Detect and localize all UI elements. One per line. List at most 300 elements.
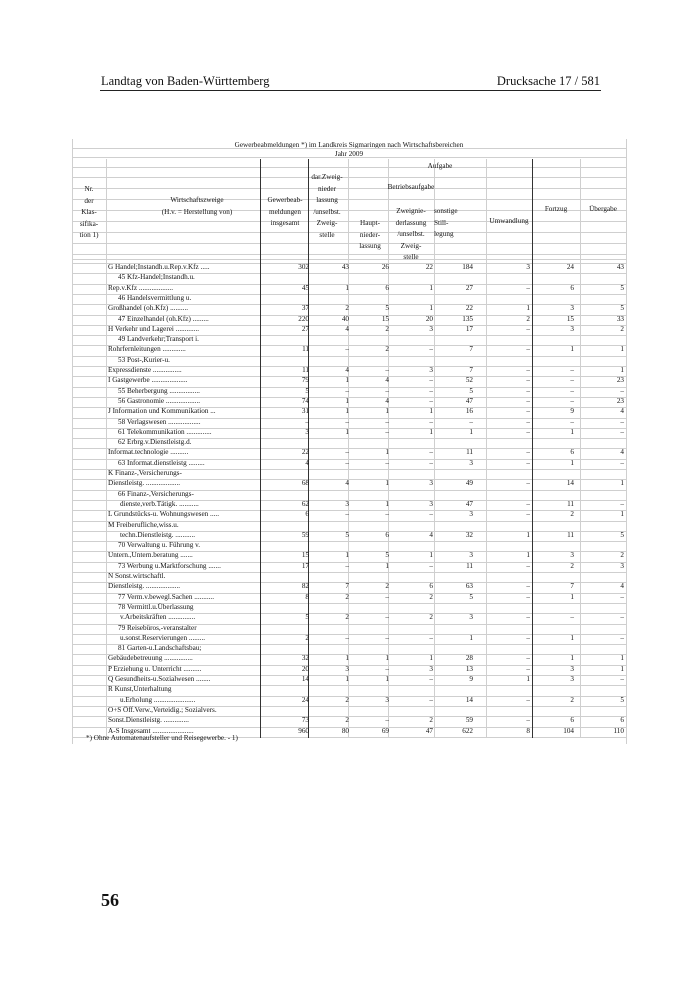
row-value: 5 bbox=[305, 613, 309, 622]
row-value: 184 bbox=[462, 263, 473, 271]
row-value: 2 bbox=[345, 716, 349, 725]
document-header-right: Drucksache 17 / 581 bbox=[496, 74, 600, 88]
row-label: techn.Dienstleistg. ........... bbox=[120, 530, 196, 539]
row-value: 2 bbox=[345, 304, 349, 313]
row-label: Dienstleistg. ................... bbox=[108, 582, 181, 591]
row-value: 1 bbox=[526, 675, 530, 683]
row-value: 4 bbox=[345, 366, 349, 374]
row-label: 66 Finanz-,Versicherungs- bbox=[118, 489, 194, 498]
table-row bbox=[72, 305, 626, 315]
row-label: 81 Garten-u.Landschaftsbau; bbox=[118, 644, 202, 653]
row-value: 1 bbox=[345, 654, 349, 663]
row-value: 68 bbox=[301, 479, 309, 488]
row-label: 49 Landverkehr;Transport i. bbox=[118, 335, 199, 344]
row-value: 43 bbox=[341, 263, 349, 271]
row-value: – bbox=[620, 417, 624, 426]
row-value: 960 bbox=[298, 726, 309, 735]
row-label: dienste,verb.Tätigk. ........... bbox=[120, 499, 199, 508]
row-value: 1 bbox=[469, 633, 473, 642]
table-row bbox=[72, 717, 626, 727]
row-value: 13 bbox=[465, 664, 473, 673]
row-value: – bbox=[385, 417, 389, 426]
row-value: 3 bbox=[469, 613, 473, 622]
row-value: 7 bbox=[469, 366, 473, 374]
grid-vline bbox=[626, 139, 627, 744]
row-value: 302 bbox=[298, 263, 309, 271]
row-value: 14 bbox=[566, 479, 574, 488]
row-value: 3 bbox=[526, 263, 530, 271]
row-value: – bbox=[429, 417, 433, 426]
row-value: – bbox=[570, 396, 574, 405]
row-value: – bbox=[345, 448, 349, 457]
row-value: 1 bbox=[620, 654, 624, 663]
header-fortzug: Fortzug bbox=[544, 205, 568, 213]
row-label: v.Arbeitskräften ............... bbox=[120, 613, 196, 622]
row-value: 2 bbox=[570, 561, 574, 570]
row-value: 1 bbox=[345, 396, 349, 405]
row-value: 8 bbox=[526, 726, 530, 735]
row-label: 79 Reisebüros,-veranstalter bbox=[118, 623, 197, 632]
row-label: M Freiberufliche,wiss.u. bbox=[108, 520, 179, 529]
header-wirtschaftszweige: Wirtschaftszweige (H.v. = Herstellung von) bbox=[161, 196, 233, 216]
row-value: – bbox=[345, 561, 349, 570]
row-value: 6 bbox=[429, 582, 433, 591]
row-value: 15 bbox=[381, 314, 389, 323]
row-value: – bbox=[526, 592, 530, 601]
row-value: 74 bbox=[301, 396, 309, 405]
row-value: 9 bbox=[570, 407, 574, 416]
row-value: 15 bbox=[301, 551, 309, 560]
row-value: 4 bbox=[429, 530, 433, 539]
row-value: – bbox=[385, 510, 389, 519]
row-label: 58 Verlagswesen .................. bbox=[118, 417, 201, 426]
row-value: 6 bbox=[570, 448, 574, 457]
row-value: – bbox=[385, 664, 389, 673]
row-value: – bbox=[429, 510, 433, 519]
row-value: – bbox=[429, 695, 433, 704]
table-row bbox=[72, 552, 626, 562]
row-value: 37 bbox=[301, 304, 309, 313]
page-number: 56 bbox=[101, 890, 119, 910]
row-value: 1 bbox=[570, 592, 574, 601]
row-value: – bbox=[570, 386, 574, 395]
row-value: – bbox=[526, 561, 530, 570]
row-value: – bbox=[345, 417, 349, 426]
row-value: 33 bbox=[616, 314, 624, 323]
row-value: – bbox=[429, 458, 433, 467]
row-value: 2 bbox=[429, 592, 433, 601]
row-value: – bbox=[526, 427, 530, 436]
row-value: 5 bbox=[620, 304, 624, 313]
row-value: 5 bbox=[469, 592, 473, 601]
row-label: u.sonst.Reservierungen ......... bbox=[120, 633, 206, 642]
row-value: 1 bbox=[345, 376, 349, 385]
row-value: 1 bbox=[345, 407, 349, 416]
row-label: Rep.v.Kfz ................... bbox=[108, 283, 174, 292]
row-value: – bbox=[526, 582, 530, 591]
statistics-table bbox=[72, 139, 626, 744]
row-label: G Handel;Instandh.u.Rep.v.Kfz ..... bbox=[108, 263, 210, 271]
row-value: 1 bbox=[570, 654, 574, 663]
row-value: – bbox=[429, 376, 433, 385]
row-label: 77 Verm.v.bewegl.Sachen ........... bbox=[118, 592, 215, 601]
row-value: – bbox=[429, 345, 433, 354]
table-row bbox=[72, 419, 626, 429]
row-value: 2 bbox=[570, 510, 574, 519]
row-value: 1 bbox=[429, 283, 433, 292]
row-label: O+S Öff.Verw.,Verteidig.; Sozialvers. bbox=[108, 705, 217, 714]
row-value: – bbox=[429, 675, 433, 683]
row-value: – bbox=[526, 396, 530, 405]
row-value: – bbox=[570, 366, 574, 374]
header-betriebsaufgabe: Betriebsaufgabe bbox=[387, 183, 435, 191]
row-value: 1 bbox=[345, 675, 349, 683]
row-value: 2 bbox=[570, 695, 574, 704]
row-label: R Kunst,Unterhaltung bbox=[108, 685, 172, 694]
row-value: 23 bbox=[616, 376, 624, 385]
row-value: 11 bbox=[466, 561, 473, 570]
row-value: 2 bbox=[429, 613, 433, 622]
row-value: – bbox=[385, 366, 389, 374]
table-row bbox=[72, 408, 626, 418]
row-value: 4 bbox=[620, 407, 624, 416]
row-value: 2 bbox=[385, 582, 389, 591]
row-value: 27 bbox=[465, 283, 473, 292]
row-value: 2 bbox=[620, 324, 624, 333]
row-value: 220 bbox=[298, 314, 309, 323]
row-value: 9 bbox=[469, 675, 473, 683]
row-value: 1 bbox=[620, 345, 624, 354]
row-value: 2 bbox=[620, 551, 624, 560]
row-value: 28 bbox=[465, 654, 473, 663]
row-value: 3 bbox=[385, 695, 389, 704]
row-value: 63 bbox=[465, 582, 473, 591]
row-value: 5 bbox=[305, 386, 309, 395]
row-value: 80 bbox=[341, 726, 349, 735]
row-value: 24 bbox=[566, 263, 574, 271]
row-value: – bbox=[620, 386, 624, 395]
row-label: 63 Informat.dienstleistg ......... bbox=[118, 458, 205, 467]
row-label: 46 Handelsvermittlung u. bbox=[118, 293, 192, 302]
row-value: – bbox=[429, 396, 433, 405]
row-value: 3 bbox=[570, 324, 574, 333]
row-label: 55 Beherbergung ................. bbox=[118, 386, 200, 395]
row-value: 5 bbox=[345, 530, 349, 539]
document-header-left: Landtag von Baden-Württemberg bbox=[101, 74, 270, 88]
row-value: 5 bbox=[469, 386, 473, 395]
row-value: – bbox=[526, 613, 530, 622]
row-value: – bbox=[385, 427, 389, 436]
row-value: 40 bbox=[341, 314, 349, 323]
row-value: 2 bbox=[385, 324, 389, 333]
row-value: 1 bbox=[385, 675, 389, 683]
row-value: 14 bbox=[465, 695, 473, 704]
row-value: – bbox=[429, 448, 433, 457]
row-value: – bbox=[345, 345, 349, 354]
header-uebergabe: Übergabe bbox=[589, 205, 617, 213]
row-value: 1 bbox=[469, 427, 473, 436]
row-label: 47 Einzelhandel (oh.Kfz) ......... bbox=[118, 314, 209, 323]
row-value: – bbox=[620, 592, 624, 601]
table-row bbox=[72, 583, 626, 593]
table-row bbox=[72, 274, 626, 284]
row-value: 1 bbox=[345, 283, 349, 292]
row-value: 6 bbox=[570, 716, 574, 725]
row-value: 6 bbox=[305, 510, 309, 519]
row-value: – bbox=[385, 458, 389, 467]
row-value: – bbox=[429, 633, 433, 642]
row-value: 3 bbox=[345, 499, 349, 508]
row-value: 3 bbox=[345, 664, 349, 673]
row-value: 2 bbox=[345, 695, 349, 704]
row-label: 62 Erbrg.v.Dienstleistg.d. bbox=[118, 438, 192, 447]
row-value: – bbox=[526, 345, 530, 354]
row-value: 3 bbox=[429, 366, 433, 374]
row-value: – bbox=[526, 716, 530, 725]
row-value: 135 bbox=[462, 314, 473, 323]
row-value: 3 bbox=[570, 551, 574, 560]
row-value: 15 bbox=[566, 314, 574, 323]
table-footnote: *) Ohne Automatenaufsteller und Reisegewerbe. - 1) bbox=[86, 734, 238, 742]
row-value: – bbox=[620, 458, 624, 467]
row-value: 3 bbox=[469, 458, 473, 467]
grid-hline bbox=[72, 254, 626, 255]
table-row bbox=[72, 346, 626, 356]
row-value: 3 bbox=[429, 664, 433, 673]
row-label: Informat.technologie .......... bbox=[108, 448, 189, 457]
header-rule bbox=[100, 90, 601, 91]
row-value: 5 bbox=[620, 283, 624, 292]
row-value: 2 bbox=[429, 716, 433, 725]
row-value: 4 bbox=[385, 376, 389, 385]
row-value: – bbox=[526, 386, 530, 395]
table-row bbox=[72, 480, 626, 490]
row-value: – bbox=[526, 499, 530, 508]
row-value: 7 bbox=[570, 582, 574, 591]
row-value: 1 bbox=[345, 427, 349, 436]
row-value: 3 bbox=[429, 479, 433, 488]
row-value: 49 bbox=[465, 479, 473, 488]
table-row bbox=[72, 377, 626, 387]
row-value: 1 bbox=[526, 304, 530, 313]
row-value: 3 bbox=[429, 324, 433, 333]
header-hauptniederlassung: Haupt- nieder- lassung bbox=[359, 219, 381, 250]
row-value: 2 bbox=[345, 592, 349, 601]
row-value: – bbox=[526, 324, 530, 333]
row-value: 11 bbox=[302, 366, 309, 374]
row-value: – bbox=[570, 613, 574, 622]
row-label: Rohrfernleitungen ............. bbox=[108, 345, 186, 354]
row-value: 2 bbox=[526, 314, 530, 323]
row-value: – bbox=[385, 592, 389, 601]
grid-hline bbox=[72, 177, 626, 178]
row-value: 27 bbox=[301, 324, 309, 333]
row-value: – bbox=[526, 283, 530, 292]
row-value: 11 bbox=[302, 345, 309, 354]
row-label: u.Erholung ....................... bbox=[120, 695, 196, 704]
row-value: 1 bbox=[385, 479, 389, 488]
row-value: 59 bbox=[465, 716, 473, 725]
row-value: 31 bbox=[301, 407, 309, 416]
row-value: 6 bbox=[620, 716, 624, 725]
row-value: 1 bbox=[526, 551, 530, 560]
row-value: – bbox=[385, 716, 389, 725]
row-value: 1 bbox=[620, 366, 624, 374]
header-zweigniederlassung: Zweignie- derlassung /unselbst. Zweig- stelle bbox=[395, 207, 427, 261]
row-value: – bbox=[345, 458, 349, 467]
row-value: – bbox=[385, 386, 389, 395]
row-label: 78 Vermittl.u.Überlassung bbox=[118, 602, 194, 611]
row-value: 5 bbox=[385, 304, 389, 313]
row-value: – bbox=[526, 633, 530, 642]
row-value: – bbox=[526, 695, 530, 704]
row-value: – bbox=[570, 376, 574, 385]
row-label: Expressdienste ................ bbox=[108, 366, 182, 374]
row-value: 52 bbox=[465, 376, 473, 385]
row-value: – bbox=[526, 458, 530, 467]
row-value: 104 bbox=[563, 726, 574, 735]
row-value: 622 bbox=[462, 726, 473, 735]
row-value: – bbox=[526, 510, 530, 519]
row-value: – bbox=[526, 366, 530, 374]
row-value: 1 bbox=[385, 448, 389, 457]
row-value: 1 bbox=[385, 407, 389, 416]
header-dar-zweigniederlassung: dar.Zweig- nieder lassung /unselbst. Zweig- stelle bbox=[311, 173, 343, 239]
row-value: 47 bbox=[465, 499, 473, 508]
row-value: – bbox=[620, 427, 624, 436]
row-value: – bbox=[526, 376, 530, 385]
row-value: – bbox=[620, 675, 624, 683]
row-value: 1 bbox=[385, 561, 389, 570]
header-sonstige-stilllegung: sonstige Still- legung bbox=[434, 207, 458, 238]
row-value: 14 bbox=[301, 675, 309, 683]
row-value: 47 bbox=[465, 396, 473, 405]
row-label: 53 Post-,Kurier-u. bbox=[118, 355, 170, 364]
row-value: 6 bbox=[570, 283, 574, 292]
row-value: 1 bbox=[385, 499, 389, 508]
row-label: H Verkehr und Lagerei ............. bbox=[108, 324, 200, 333]
row-value: 3 bbox=[570, 675, 574, 683]
row-value: – bbox=[429, 561, 433, 570]
row-value: 4 bbox=[385, 396, 389, 405]
row-value: 1 bbox=[429, 304, 433, 313]
table-row bbox=[72, 614, 626, 624]
table-row bbox=[72, 511, 626, 521]
row-value: 1 bbox=[429, 427, 433, 436]
row-value: 2 bbox=[385, 345, 389, 354]
row-value: – bbox=[526, 407, 530, 416]
row-value: – bbox=[469, 417, 473, 426]
row-value: 11 bbox=[567, 530, 574, 539]
table-title: Gewerbeabmeldungen *) im Landkreis Sigmaringen nach Wirtschaftsbereichen bbox=[234, 141, 464, 149]
row-value: 1 bbox=[429, 551, 433, 560]
row-value: 47 bbox=[425, 726, 433, 735]
row-value: 3 bbox=[620, 561, 624, 570]
row-value: – bbox=[429, 386, 433, 395]
row-value: 1 bbox=[620, 664, 624, 673]
grid-hline bbox=[72, 157, 626, 158]
row-label: 73 Werbung u.Marktforschung ....... bbox=[118, 561, 221, 570]
row-value: 32 bbox=[465, 530, 473, 539]
row-label: Dienstleistg. ................... bbox=[108, 479, 181, 488]
row-value: 3 bbox=[570, 664, 574, 673]
row-value: 4 bbox=[620, 582, 624, 591]
grid-hline bbox=[72, 148, 626, 149]
row-label: 56 Gastronomie ................... bbox=[118, 396, 201, 405]
row-value: 3 bbox=[570, 304, 574, 313]
row-value: 1 bbox=[570, 633, 574, 642]
row-value: – bbox=[570, 417, 574, 426]
table-row bbox=[72, 522, 626, 532]
row-value: 79 bbox=[301, 376, 309, 385]
table-row bbox=[72, 655, 626, 665]
row-value: 3 bbox=[429, 499, 433, 508]
row-value: 20 bbox=[425, 314, 433, 323]
row-label: Untern.,Untern.beratung ....... bbox=[108, 551, 193, 560]
row-value: 2 bbox=[305, 633, 309, 642]
row-value: 22 bbox=[425, 263, 433, 271]
row-value: – bbox=[345, 386, 349, 395]
row-value: 1 bbox=[570, 427, 574, 436]
row-label: I Gastgewerbe .................... bbox=[108, 376, 188, 385]
row-value: 82 bbox=[301, 582, 309, 591]
row-value: 23 bbox=[616, 396, 624, 405]
row-value: 1 bbox=[345, 551, 349, 560]
row-value: 1 bbox=[570, 458, 574, 467]
row-label: 61 Telekommunikation .............. bbox=[118, 427, 212, 436]
row-label: K Finanz-,Versicherungs- bbox=[108, 469, 182, 477]
row-value: 1 bbox=[620, 510, 624, 519]
row-value: – bbox=[526, 479, 530, 488]
row-value: – bbox=[526, 448, 530, 457]
row-value: – bbox=[620, 613, 624, 622]
row-label: Q Gesundheits-u.Sozialwesen ........ bbox=[108, 675, 211, 683]
row-label: A-S Insgesamt ....................... bbox=[108, 726, 194, 735]
row-value: 17 bbox=[465, 324, 473, 333]
row-value: 1 bbox=[570, 345, 574, 354]
row-value: 11 bbox=[466, 448, 473, 457]
header-aufgabe: Aufgabe bbox=[427, 162, 453, 170]
grid-hline bbox=[72, 259, 626, 260]
row-value: – bbox=[305, 417, 309, 426]
row-label: L Grundstücks-u. Wohnungswesen ..... bbox=[108, 510, 220, 519]
row-label: P Erziehung u. Unterricht .......... bbox=[108, 664, 202, 673]
row-value: 5 bbox=[385, 551, 389, 560]
row-value: 3 bbox=[469, 510, 473, 519]
row-value: 32 bbox=[301, 654, 309, 663]
row-value: 1 bbox=[429, 654, 433, 663]
row-value: 73 bbox=[301, 716, 309, 725]
row-value: 24 bbox=[301, 695, 309, 704]
row-value: – bbox=[526, 664, 530, 673]
row-label: 45 Kfz-Handel;Instandh.u. bbox=[118, 273, 195, 282]
row-value: 20 bbox=[301, 664, 309, 673]
header-nr: Nr. der Klas- sifika- tion 1) bbox=[79, 185, 99, 239]
row-value: – bbox=[345, 510, 349, 519]
row-value: – bbox=[385, 613, 389, 622]
row-value: 110 bbox=[613, 726, 624, 735]
table-row bbox=[72, 316, 626, 326]
row-value: 16 bbox=[465, 407, 473, 416]
row-value: – bbox=[620, 633, 624, 642]
row-value: 4 bbox=[345, 324, 349, 333]
row-label: 70 Verwaltung u. Führung v. bbox=[118, 541, 201, 550]
header-gewerbeabmeldungen: Gewerbeab- meldungen insgesamt bbox=[267, 196, 303, 227]
row-value: 7 bbox=[469, 345, 473, 354]
row-label: Großhandel (oh.Kfz) .......... bbox=[108, 304, 189, 313]
row-value: 5 bbox=[620, 530, 624, 539]
row-label: J Information und Kommunikation ... bbox=[108, 407, 216, 416]
